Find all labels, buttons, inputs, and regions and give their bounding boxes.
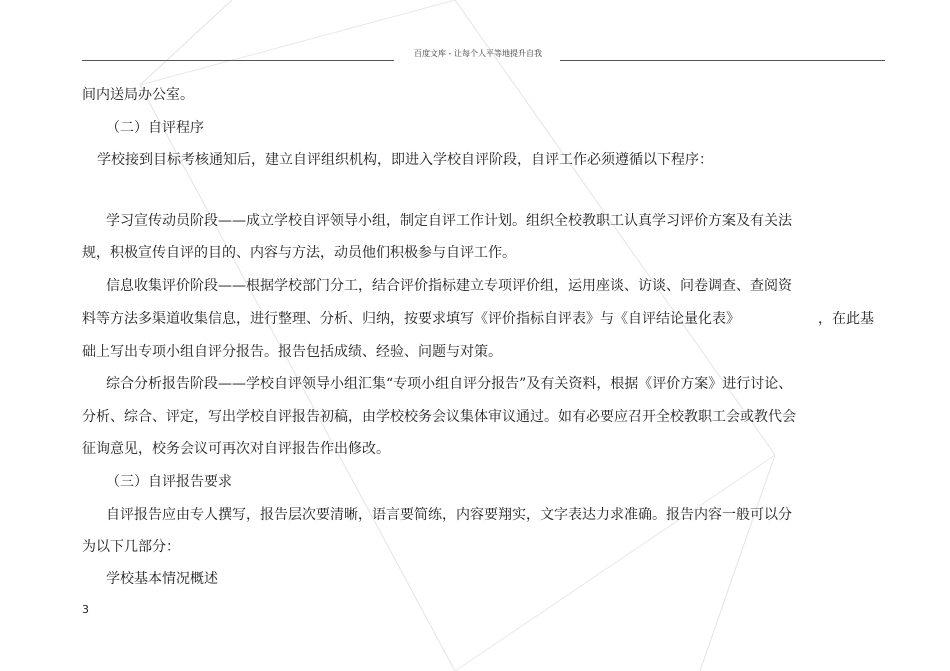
body-line-9: 综合分析报告阶段——学校自评领导小组汇集“专项小组自评分报告”及有关资料，根据《评价方案》进行讨论、	[106, 376, 793, 392]
body-line-11: 征询意见，校务会议可再次对自评报告作出修改。	[82, 441, 390, 457]
header-rule-left	[82, 60, 394, 61]
body-line-7: 料等方法多渠道收集信息，进行整理、分析、归纳，按要求填写《评价指标自评表》与《自评结论量化表》	[82, 311, 740, 327]
body-line-4: 学习宣传动员阶段——成立学校自评领导小组，制定自评工作计划。组织全校教职工认真学习评价方案及有关法	[106, 213, 792, 229]
body-line-15: 学校基本情况概述	[106, 571, 218, 587]
body-line-14: 为以下几部分：	[82, 539, 180, 555]
body-line-6: 信息收集评价阶段——根据学校部门分工，结合评价指标建立专项评价组，运用座谈、访谈、问卷调查、查阅资	[106, 278, 792, 294]
body-line-7-tail: ，在此基	[818, 311, 874, 327]
body-line-3: 学校接到目标考核通知后，建立自评组织机构，即进入学校自评阶段，自评工作必须遵循以下程序：	[97, 152, 713, 168]
page-number: 3	[82, 603, 89, 616]
body-line-10: 分析、综合、评定，写出学校自评报告初稿，由学校校务会议集体审议通过。如有必要应召开全校教职工会或教代会	[82, 409, 796, 425]
header-text: 百度文库 - 让每个人平等地提升自我	[414, 49, 542, 58]
header-rule-right	[560, 60, 885, 61]
body-line-8: 础上写出专项小组自评分报告。报告包括成绩、经验、问题与对策。	[82, 344, 502, 360]
section-heading-3: （三）自评报告要求	[106, 474, 232, 490]
body-line-5: 规，积极宣传自评的目的、内容与方法，动员他们积极参与自评工作。	[82, 245, 516, 261]
section-heading-2: （二）自评程序	[106, 120, 204, 136]
body-line-13: 自评报告应由专人撰写，报告层次要清晰，语言要简练，内容要翔实，文字表达力求准确。报告内容一般可以分	[106, 507, 792, 523]
body-line-1: 间内送局办公室。	[82, 87, 194, 103]
